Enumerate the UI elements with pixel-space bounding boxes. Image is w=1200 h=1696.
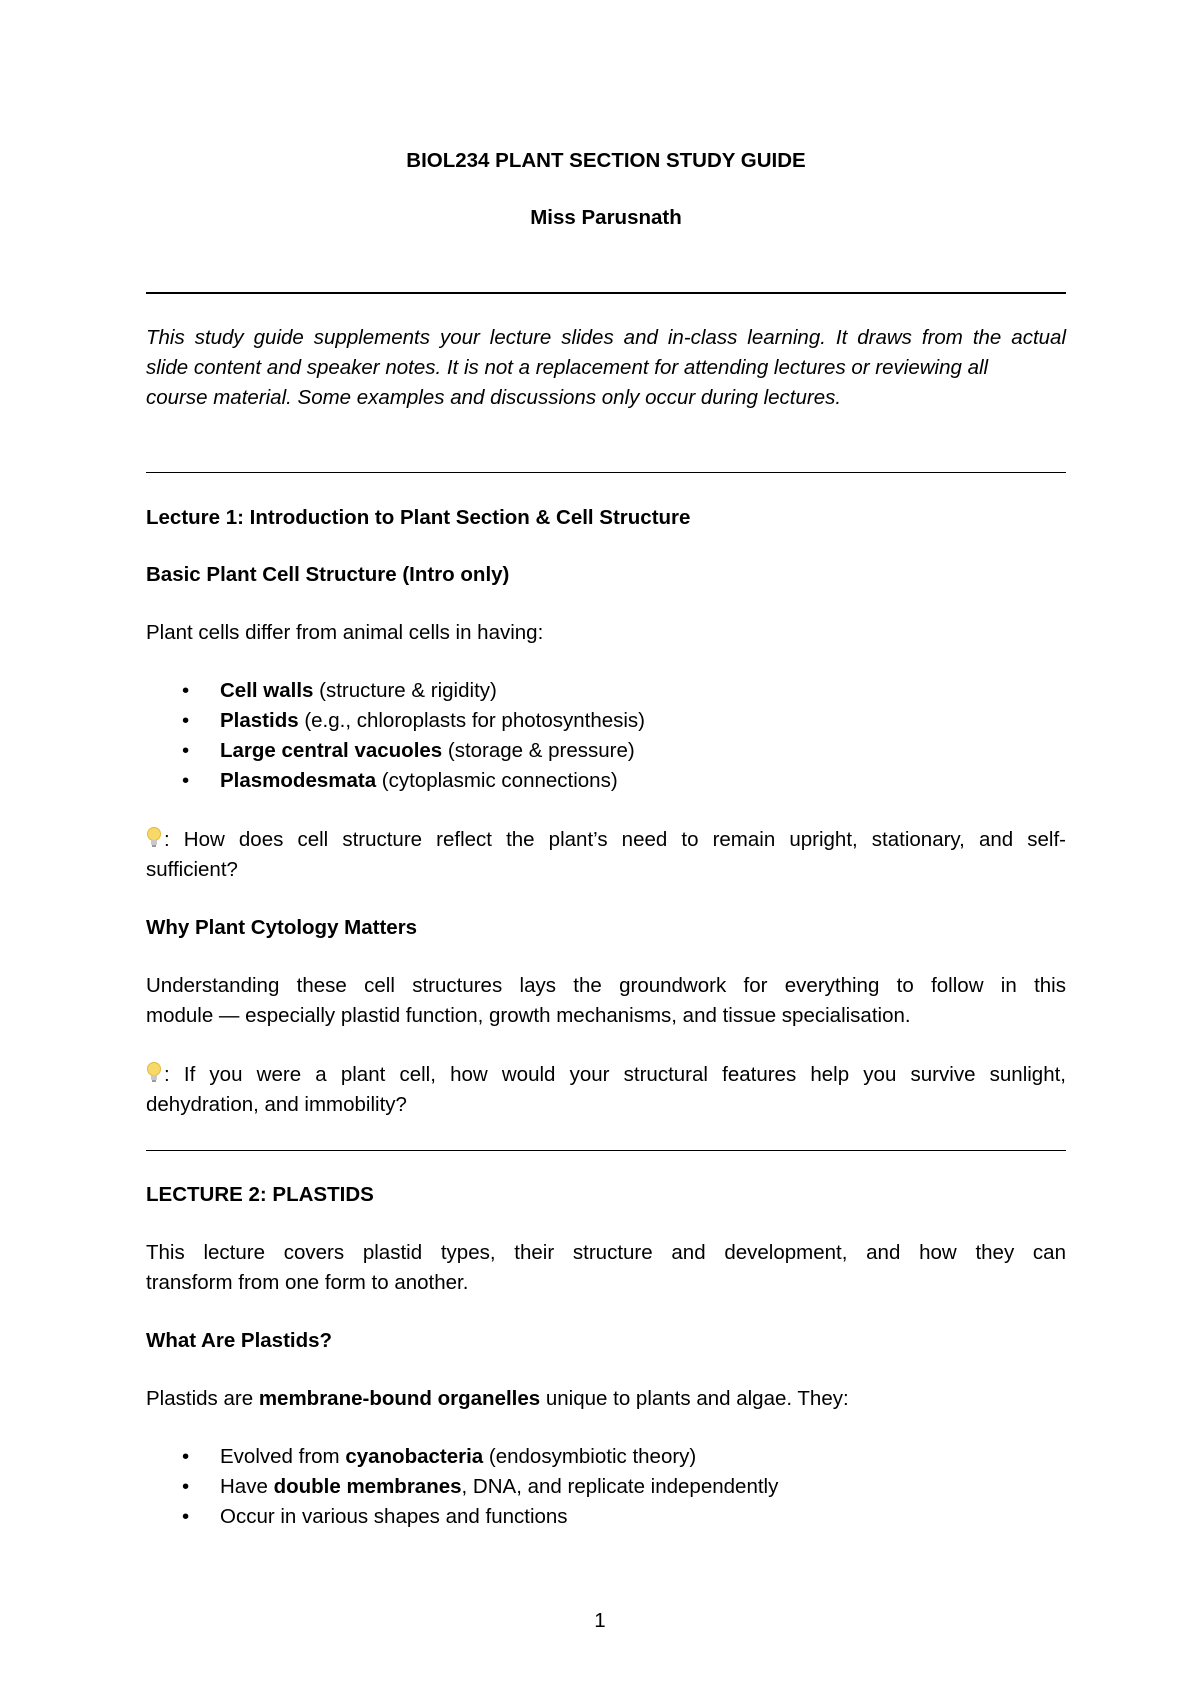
- lecture1-lead: Plant cells differ from animal cells in having:: [146, 621, 544, 644]
- divider-intro: [146, 472, 1066, 473]
- list-item: Plastids (e.g., chloroplasts for photosynthesis): [220, 709, 646, 732]
- lecture1-subheading-cytology: Why Plant Cytology Matters: [146, 916, 418, 939]
- list-item: Large central vacuoles (storage & pressure): [220, 739, 635, 762]
- lecture2-paragraph-line-1: This lecture covers plastid types, their structure and development, and how they can: [146, 1241, 1066, 1264]
- lecture2-lead: Plastids are membrane-bound organelles unique to plants and algae. They:: [146, 1387, 849, 1410]
- lightbulb-icon: [146, 1061, 162, 1085]
- document-title: BIOL234 PLANT SECTION STUDY GUIDE: [406, 149, 806, 172]
- divider-lecture: [146, 1150, 1066, 1151]
- lecture1-paragraph-line-1: Understanding these cell structures lays the groundwork for everything to follow in this: [146, 974, 1066, 997]
- divider-top: [146, 292, 1066, 294]
- list-item: Evolved from cyanobacteria (endosymbiotic theory): [220, 1445, 697, 1468]
- bullet-dot: •: [182, 709, 190, 732]
- list-item: Occur in various shapes and functions: [220, 1505, 568, 1528]
- lecture1-question-1-line-2: sufficient?: [146, 858, 238, 881]
- lecture1-heading: Lecture 1: Introduction to Plant Section & Cell Structure: [146, 506, 691, 529]
- document-author: Miss Parusnath: [530, 206, 682, 229]
- bullet-dot: •: [182, 1505, 190, 1528]
- list-item: Plasmodesmata (cytoplasmic connections): [220, 769, 618, 792]
- lecture1-question-2-line-1: : If you were a plant cell, how would your structural features help you survive sunlight,: [146, 1060, 1066, 1090]
- lecture1-question-1-line-1: : How does cell structure reflect the plant’s need to remain upright, stationary, and self-: [146, 825, 1066, 855]
- lecture1-paragraph-line-2: module — especially plastid function, growth mechanisms, and tissue specialisation.: [146, 1004, 911, 1027]
- lecture1-question-2-line-2: dehydration, and immobility?: [146, 1093, 407, 1116]
- lecture1-subheading-cell-structure: Basic Plant Cell Structure (Intro only): [146, 563, 510, 586]
- lecture2-heading: LECTURE 2: PLASTIDS: [146, 1183, 374, 1206]
- bullet-dot: •: [182, 739, 190, 762]
- intro-line-3: course material. Some examples and discussions only occur during lectures.: [146, 386, 842, 409]
- page-number: 1: [594, 1609, 606, 1632]
- intro-line-1: This study guide supplements your lecture slides and in-class learning. It draws from the actual: [146, 326, 1066, 349]
- list-item: Have double membranes, DNA, and replicate independently: [220, 1475, 779, 1498]
- lightbulb-icon: [146, 826, 162, 850]
- lecture2-paragraph-line-2: transform from one form to another.: [146, 1271, 469, 1294]
- bullet-dot: •: [182, 1445, 190, 1468]
- list-item: Cell walls (structure & rigidity): [220, 679, 497, 702]
- bullet-dot: •: [182, 1475, 190, 1498]
- intro-line-2: slide content and speaker notes. It is not a replacement for attending lectures or reviewing all: [146, 356, 989, 379]
- lecture2-subheading-plastids: What Are Plastids?: [146, 1329, 333, 1352]
- bullet-dot: •: [182, 679, 190, 702]
- bullet-dot: •: [182, 769, 190, 792]
